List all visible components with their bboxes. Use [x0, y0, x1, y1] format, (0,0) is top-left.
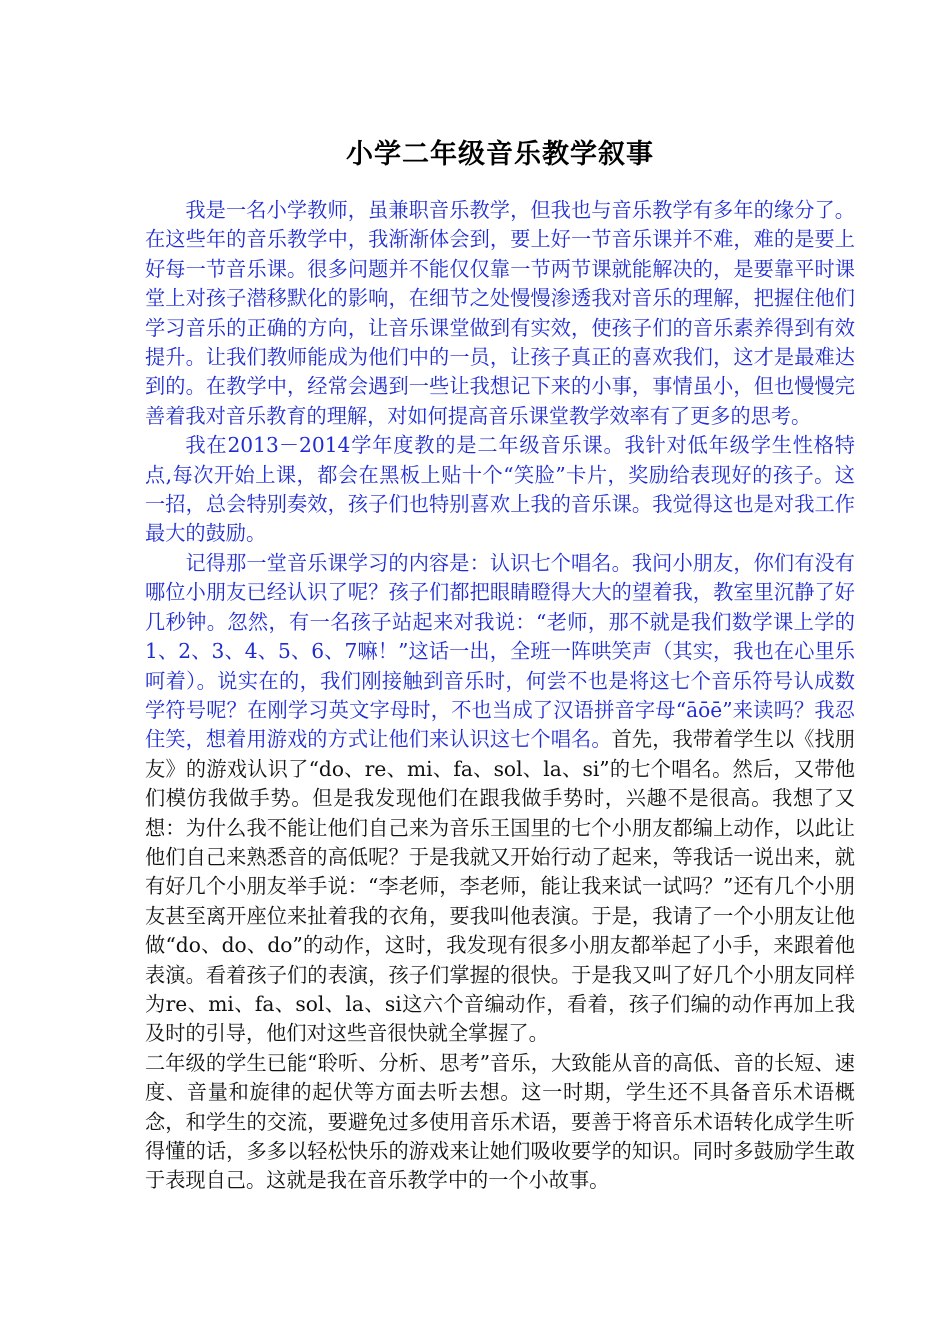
- paragraph-4: 首先，我带着学生以《找朋友》的游戏认识了“do、re、mi、fa、sol、la、si”的七个唱名。然后，又带他们模仿我做手势。但是我发现他们在跟我做手势时，兴趣不是很高。我想了又想：为什么我不能让他们自己来为音乐王国里的七个小朋友都编上动作，以此让他们自己来熟悉音的高低呢？于是我就又开始行动了起来，等我话一说出来，就有好几个小朋友举手说：“李老师，李老师，能让我来试一试吗？”还有几个小朋友甚至离开座位来扯着我的衣角，要我叫他表演。: [145, 727, 855, 928]
- page-title: 小学二年级音乐教学叙事: [346, 139, 654, 170]
- paragraph-3: [145, 551, 855, 751]
- paragraph-1: 我是一名小学教师，虽兼职音乐教学，但我也与音乐教学有多年的缘分了。在这些年的音乐教学中，我渐渐体会到，要上好一节音乐课并不难，难的是要上好每一节音乐课。很多问题并不能仅仅靠一节两节课就能解决的，是要靠平时课堂上对孩子潜移默化的影响，在细节之处慢慢渗透我对音乐的理解，把握住他们学习音乐的正确的方向，让音乐课堂做到有实效，使孩子们的音乐素养得到有效提升。让我们教师能成为他们中的一员，让孩子真正的喜欢我们，这才是最难达到的。在教学中，经常会遇到一些让我想记下来的小事，事情虽小，但也慢慢完善着我对音乐教育的理解，对如何提高音乐课堂教学效率有了更多的思考。: [145, 198, 855, 428]
- paragraph-6: 二年级的学生已能“聆听、分析、思考”音乐，大致能从音的高低、音的长短、速度、音量和旋律的起伏等方面去听去想。这一时期，学生还不具备音乐术语概念，和学生的交流，要避免过多使用音乐术语，要善于将音乐术语转化成学生听得懂的话，多多以轻松快乐的游戏来让她们吸收要学的知识。同时多鼓励学生敢于表现自己。这就是我在音乐教学中的一个小故事。: [145, 1050, 855, 1193]
- paragraph-3-text: 记得那一堂音乐课学习的内容是：认识七个唱名。我问小朋友，你们有没有哪位小朋友已经认识了呢？孩子们都把眼睛瞪得大大的望着我，教室里沉静了好几秒钟。忽然，有一名孩子站起来对我说：“老师，那不就是我们数学课上学的1、2、3、4、5、6、7嘛！”这话一出，全班一阵哄笑声（其实，我也在心里乐呵着）。说实在的，我们刚接触到音乐时，何尝不也是将这七个音乐符号认成数学符号呢？在刚学习英文字母时，不也当成了汉语拼音字母“āōē”来读吗？我忍住笑，想着用游戏的方式让他们来认识这七个唱名。: [145, 550, 855, 752]
- document-body: [145, 196, 855, 1196]
- paragraph-2: 我在2013－2014学年度教的是二年级音乐课。我针对低年级学生性格特点,每次开始上课，都会在黑板上贴十个“笑脸”卡片，奖励给表现好的孩子。这一招，总会特别奏效，孩子们也特别喜欢上我的音乐课。我觉得这也是对我工作最大的鼓励。: [145, 433, 855, 546]
- paragraph-5: 于是，我请了一个小朋友让他做“do、do、do”的动作，这时，我发现有很多小朋友都举起了小手，来跟着他表演。看着孩子们的表演，孩子们掌握的很快。于是我又叫了好几个小朋友同样为re、mi、fa、sol、la、si这六个音编动作，看着，孩子们编的动作再加上我及时的引导，他们对这些音很快就全掌握了。: [145, 903, 855, 1046]
